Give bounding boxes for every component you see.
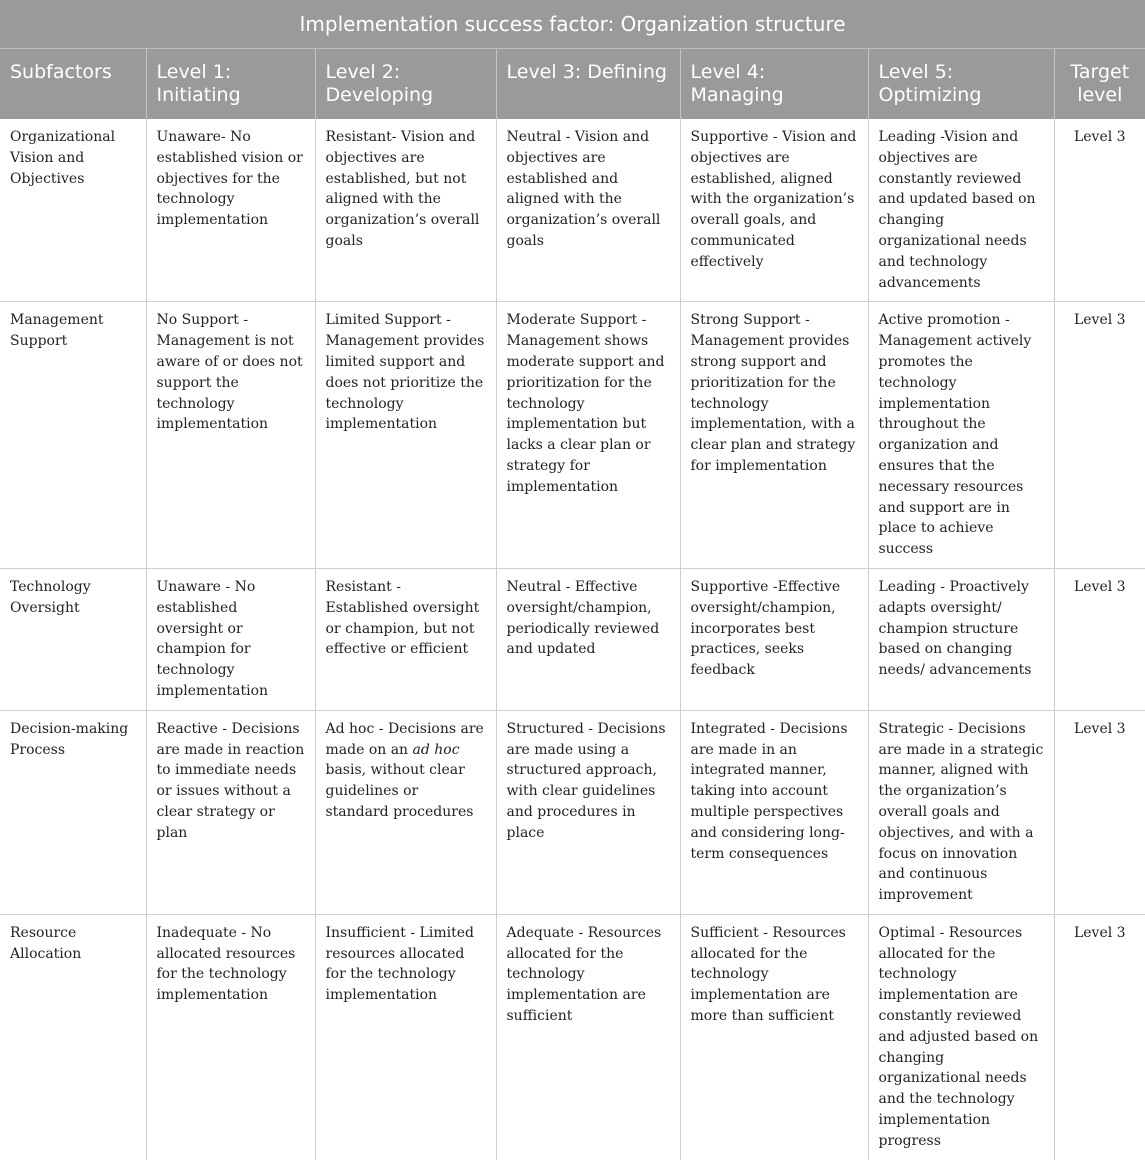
level-5-cell: Optimal - Resources allocated for the technology implementation are constantly reviewed and adjusted based on changing organizational needs and the technology implementation progress: [868, 914, 1054, 1159]
level-5-cell: Active promotion - Management actively promotes the technology implementation throughout the organization and ensures that the necessary resources and support are in place to achieve success: [868, 302, 1054, 569]
level-1-cell: Unaware- No established vision or objectives for the technology implementation: [146, 119, 315, 302]
level-4-cell: Strong Support - Management provides strong support and prioritization for the technology implementation, with a clear plan and strategy for implementation: [680, 302, 868, 569]
level-2-cell: Resistant - Established oversight or champion, but not effective or efficient: [315, 568, 496, 710]
level-2-cell: [315, 710, 496, 914]
table-row: [0, 119, 1145, 302]
level-1-cell: Reactive - Decisions are made in reaction to immediate needs or issues without a clear strategy or plan: [146, 710, 315, 914]
table-row: [0, 914, 1145, 1159]
subfactor-cell: Organizational Vision and Objectives: [0, 119, 146, 302]
column-header-level-1: Level 1: Initiating: [146, 49, 315, 120]
title-row: [0, 0, 1145, 49]
subfactor-cell: Management Support: [0, 302, 146, 569]
level-2-cell: Resistant- Vision and objectives are established, but not aligned with the organization’s overall goals: [315, 119, 496, 302]
subfactor-cell: Technology Oversight: [0, 568, 146, 710]
column-header-level-2: Level 2: Developing: [315, 49, 496, 120]
level-1-cell: Inadequate - No allocated resources for the technology implementation: [146, 914, 315, 1159]
column-header-level-4: Level 4: Managing: [680, 49, 868, 120]
level-2-text-after: basis, without clear guidelines or standard procedures: [325, 762, 474, 820]
target-level-cell: Level 3: [1054, 119, 1145, 302]
table-title: Implementation success factor: Organization structure: [0, 0, 1145, 49]
level-5-cell: Strategic - Decisions are made in a strategic manner, aligned with the organization’s overall goals and objectives, and with a focus on innovation and continuous improvement: [868, 710, 1054, 914]
target-level-cell: Level 3: [1054, 568, 1145, 710]
table-row: [0, 302, 1145, 569]
level-2-cell: Insufficient - Limited resources allocated for the technology implementation: [315, 914, 496, 1159]
column-header-target-level: Target level: [1054, 49, 1145, 120]
level-3-cell: Structured - Decisions are made using a structured approach, with clear guidelines and procedures in place: [496, 710, 680, 914]
level-2-text-before: Ad hoc - Decisions are made on an: [325, 720, 484, 758]
level-5-cell: Leading -Vision and objectives are constantly reviewed and updated based on changing organizational needs and technology advancements: [868, 119, 1054, 302]
table-row: [0, 710, 1145, 914]
level-4-cell: Sufficient - Resources allocated for the technology implementation are more than sufficient: [680, 914, 868, 1159]
subfactor-cell: Decision-making Process: [0, 710, 146, 914]
target-level-cell: Level 3: [1054, 914, 1145, 1159]
column-header-level-5: Level 5: Optimizing: [868, 49, 1054, 120]
table-row: [0, 568, 1145, 710]
level-3-cell: Adequate - Resources allocated for the technology implementation are sufficient: [496, 914, 680, 1159]
level-1-cell: Unaware - No established oversight or champion for technology implementation: [146, 568, 315, 710]
level-2-emphasis: ad hoc: [412, 741, 460, 758]
level-5-cell: Leading - Proactively adapts oversight/ champion structure based on changing needs/ advancements: [868, 568, 1054, 710]
level-3-cell: Moderate Support - Management shows moderate support and prioritization for the technology implementation but lacks a clear plan or strategy for implementation: [496, 302, 680, 569]
header-row: [0, 49, 1145, 120]
subfactor-cell: Resource Allocation: [10, 924, 82, 962]
level-3-cell: Neutral - Effective oversight/champion, periodically reviewed and updated: [496, 568, 680, 710]
column-header-subfactors: Subfactors: [0, 49, 146, 120]
level-4-cell: Supportive -Effective oversight/champion, incorporates best practices, seeks feedback: [680, 568, 868, 710]
level-1-cell: No Support - Management is not aware of or does not support the technology implementation: [146, 302, 315, 569]
level-4-cell: Supportive - Vision and objectives are established, aligned with the organization’s overall goals, and communicated effectively: [680, 119, 868, 302]
target-level-cell: Level 3: [1054, 302, 1145, 569]
level-4-cell: Integrated - Decisions are made in an integrated manner, taking into account multiple perspectives and considering long-term consequences: [680, 710, 868, 914]
column-header-level-3: Level 3: Defining: [496, 49, 680, 120]
target-level-cell: Level 3: [1054, 710, 1145, 914]
level-2-cell: Limited Support - Management provides limited support and does not prioritize the technology implementation: [315, 302, 496, 569]
level-3-cell: Neutral - Vision and objectives are established and aligned with the organization’s overall goals: [496, 119, 680, 302]
